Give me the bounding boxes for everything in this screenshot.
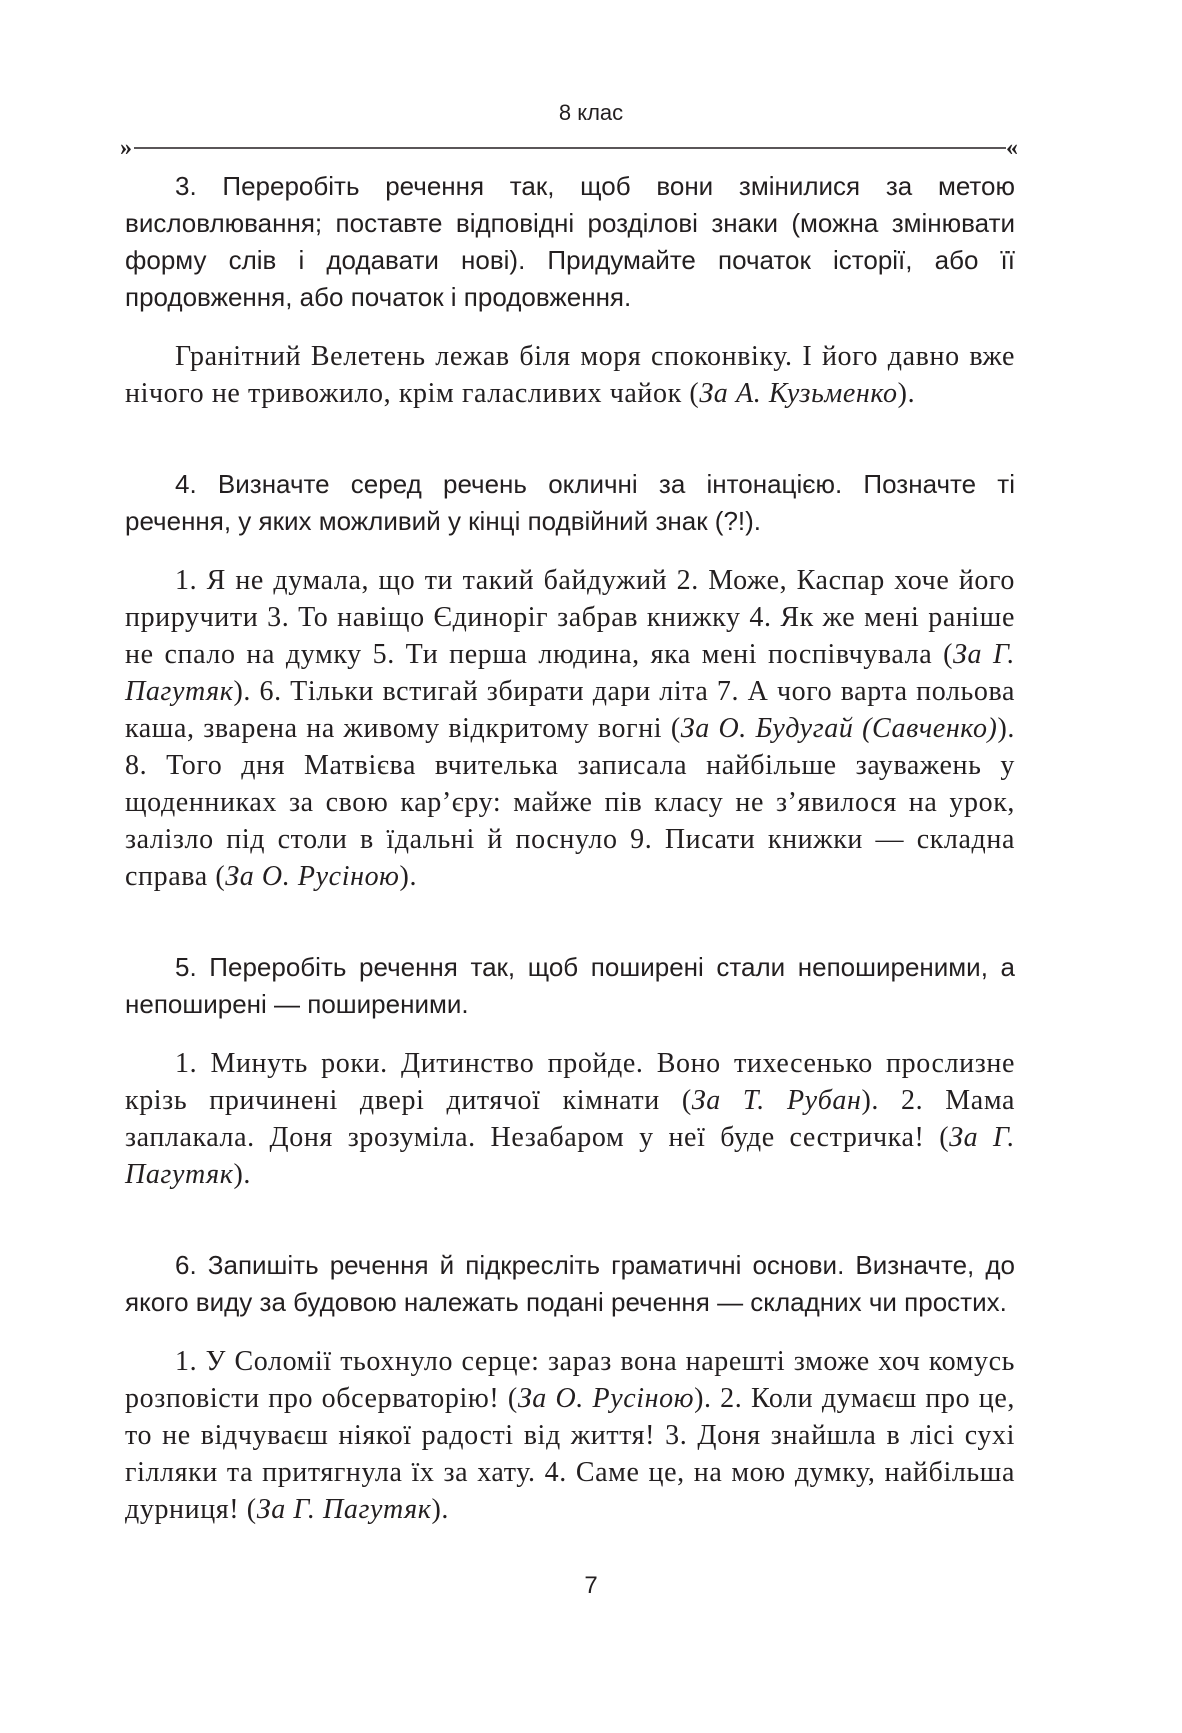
left-ornament-glyph: » <box>120 136 132 160</box>
exercise-text: ). <box>431 1494 449 1525</box>
task-4-exercise <box>125 562 1015 895</box>
task-3-exercise <box>125 338 1015 412</box>
exercise-text: ). 2. Мама заплакала. Доня зрозуміла. Незабаром у неї буде сестричка! ( <box>125 1085 1015 1153</box>
source-attribution: За Г. Пагутяк <box>256 1494 432 1525</box>
running-head: 8 клас <box>558 100 624 125</box>
exercise-text: ). 2. Коли думаєш про це, то не відчуваєш ніякої радості від життя! 3. Доня знайшла в лісі сухі гілляки та притягнула їх за хату. 4. Саме це, на мою думку, найбільша дурниця! ( <box>125 1383 1015 1525</box>
exercise-text: ). <box>897 378 916 409</box>
source-attribution: За Г. Пагутяк <box>125 1122 1015 1190</box>
exercise-text: ). <box>233 1159 251 1190</box>
task-5-exercise <box>125 1045 1015 1193</box>
source-attribution: За О. Русіною <box>225 861 400 892</box>
source-attribution: За А. Кузьменко <box>699 378 898 409</box>
exercise-text: 1. Я не думала, що ти такий байдужий 2. Може, Каспар хоче його приручити 3. То навіщо Єдиноріг забрав книжку 4. Як же мені раніше не спало на думку 5. Ти перша людина, яка мені поспівчувала ( <box>125 565 1015 670</box>
task-6-exercise <box>125 1343 1015 1528</box>
exercise-text: ). 6. Тільки встигай збирати дари літа 7. А чого варта польова каша, зварена на живому відкритому вогні ( <box>125 676 1015 744</box>
header-rule <box>120 136 1020 160</box>
task-4-instruction: 4. Визначте серед речень окличні за інтонацією. Позначте ті речення, у яких можливий у кінці подвійний знак (?!). <box>125 469 1015 536</box>
exercise-text: ). <box>399 861 418 892</box>
source-attribution: За Г. Пагутяк <box>125 639 1015 707</box>
task-6-instruction: 6. Запишіть речення й підкресліть граматичні основи. Визначте, до якого виду за будовою належать подані речення — складних чи простих. <box>125 1250 1015 1317</box>
source-attribution: За Т. Рубан <box>691 1085 862 1116</box>
page-content <box>125 168 1015 1528</box>
exercise-text: ). 8. Того дня Матвієва вчителька записала найбільше зауважень у щоденниках за свою кар’єру: майже пів класу не з’явилося на урок, залізло під столи в їдальні й поснуло 9. Писати книжки — складна справа ( <box>125 713 1015 892</box>
exercise-text: Гранітний Велетень лежав біля моря споконвіку. І його давно вже нічого не тривожило, крім галасливих чайок ( <box>125 341 1015 409</box>
task-3-instruction: 3. Переробіть речення так, щоб вони змінилися за метою висловлювання; поставте відповідні розділові знаки (можна змінювати форму слів і додавати нові). Придумайте початок історії, або її продовження, або початок і продовження. <box>125 171 1015 312</box>
right-ornament-glyph: « <box>1006 136 1018 160</box>
exercise-text: 1. У Соломії тьохнуло серце: зараз вона нарешті зможе хоч комусь розповісти про обсерваторію! ( <box>125 1346 1015 1414</box>
exercise-text: 1. Минуть роки. Дитинство пройде. Воно тихесенько прослизне крізь причинені двері дитячої кімнати ( <box>125 1048 1015 1116</box>
source-attribution: За О. Будугай (Савченко) <box>680 713 998 744</box>
task-5-instruction: 5. Переробіть речення так, щоб поширені стали непоширеними, а непоширені — поширеними. <box>125 952 1015 1019</box>
page-number: 7 <box>584 1572 598 1599</box>
source-attribution: За О. Русіною <box>517 1383 695 1414</box>
